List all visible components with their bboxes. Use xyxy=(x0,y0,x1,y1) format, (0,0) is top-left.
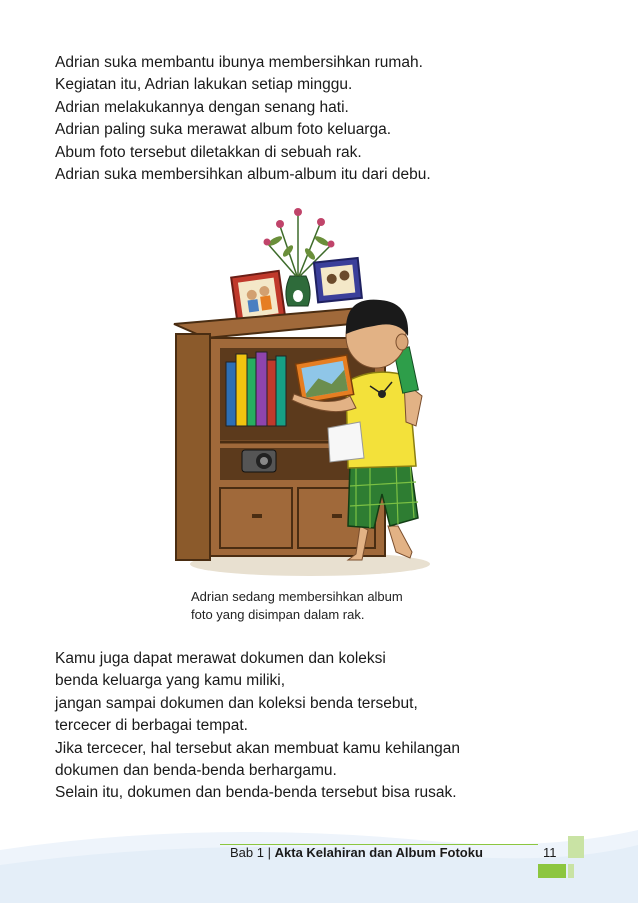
text-line: Adrian suka membersihkan album-album itu dari debu. xyxy=(55,166,431,184)
text-line: Adrian suka membantu ibunya membersihkan rumah. xyxy=(55,54,423,71)
paragraph-1 xyxy=(55,52,431,186)
text-line: Kegiatan itu, Adrian lakukan setiap minggu. xyxy=(55,76,353,94)
figure-caption xyxy=(191,588,403,624)
text-line: Kamu juga dapat merawat dokumen dan koleksi xyxy=(55,650,386,667)
text-line: Adrian paling suka merawat album foto keluarga. xyxy=(55,121,392,139)
text-line: dokumen dan benda-benda berhargamu. xyxy=(55,762,337,780)
caption-line: foto yang disimpan dalam rak. xyxy=(191,607,365,622)
chapter-label: Bab 1 xyxy=(230,845,264,860)
caption-line: Adrian sedang membersihkan album xyxy=(191,589,403,604)
text-line: tercecer di berbagai tempat. xyxy=(55,717,248,735)
chapter-title: Akta Kelahiran dan Album Fotoku xyxy=(274,845,483,860)
footer-separator: | xyxy=(267,845,271,860)
text-line: jangan sampai dokumen dan koleksi benda tersebut, xyxy=(55,694,418,712)
text-line: Abum foto tersebut diletakkan di sebuah rak. xyxy=(55,143,362,161)
running-footer xyxy=(230,845,483,860)
text-line: Jika tercecer, hal tersebut akan membuat kamu kehilangan xyxy=(55,739,460,757)
text-line: Adrian melakukannya dengan senang hati. xyxy=(55,98,349,116)
boy-cleaning-album-illustration xyxy=(160,196,450,586)
text-line: benda keluarga yang kamu miliki, xyxy=(55,672,286,690)
text-line: Selain itu, dokumen dan benda-benda tersebut bisa rusak. xyxy=(55,784,457,802)
paragraph-2 xyxy=(55,648,460,805)
page-number: 11 xyxy=(543,845,557,860)
